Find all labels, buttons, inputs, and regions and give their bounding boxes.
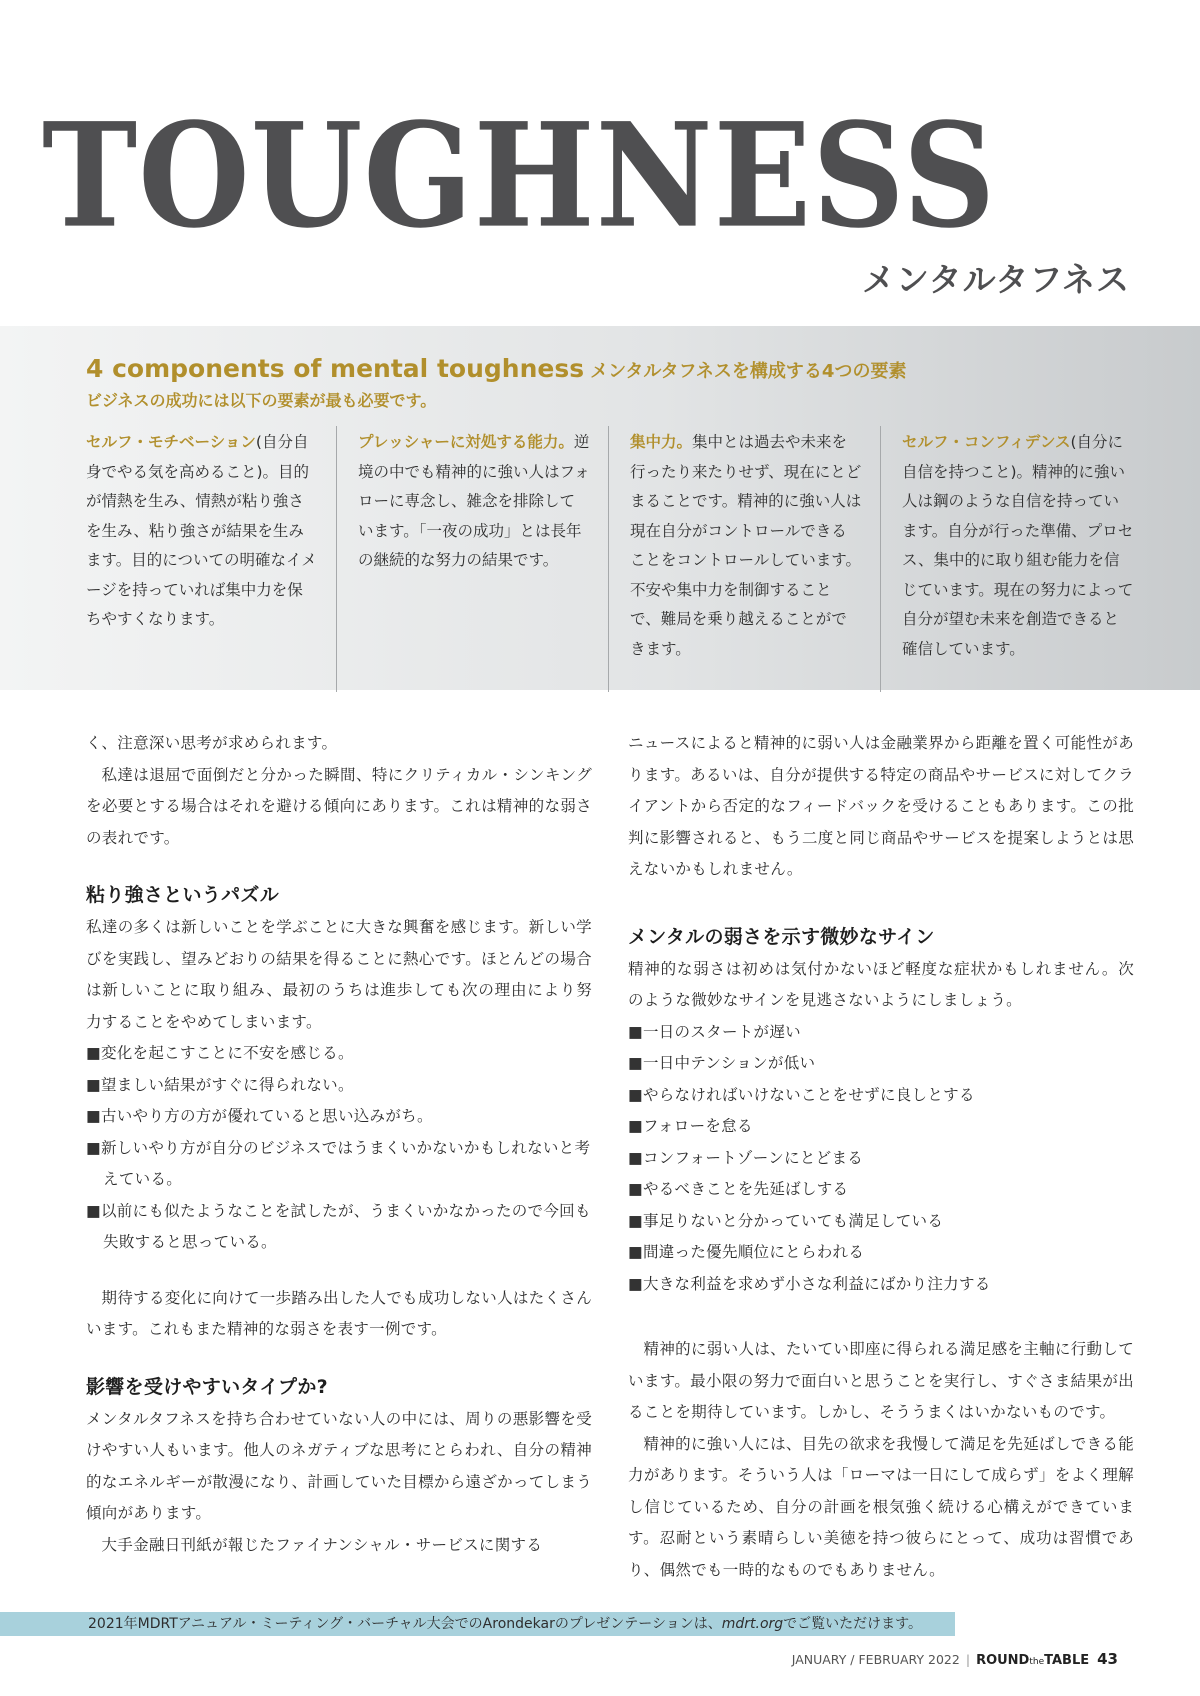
list-item: ■ 大きな利益を求めず小さな利益にばかり注力する <box>628 1269 1134 1301</box>
components-panel <box>0 326 1200 690</box>
list-item: ■ 間違った優先順位にとらわれる <box>628 1237 1134 1269</box>
component-text: 逆境の中でも精神的に強い人はフォローに専念し、雑念を排除しています。「一夜の成功」とは長年の継続的な努力の結果です。 <box>358 433 590 569</box>
footnote-bar <box>0 1612 955 1636</box>
right-column <box>628 728 1134 1586</box>
list-item: ■ 一日のスタートが遅い <box>628 1017 1134 1049</box>
paragraph: 私達は退屈で面倒だと分かった瞬間、特にクリティカル・シンキングを必要とする場合はそれを避ける傾向にあります。これは精神的な弱さの表れです。 <box>86 765 592 847</box>
list-item: ■ 新しいやり方が自分のビジネスではうまくいかないかもしれないと考えている。 <box>86 1133 592 1196</box>
component-keyword: 集中力。 <box>630 433 693 451</box>
list-item: ■ コンフォートゾーンにとどまる <box>628 1143 1134 1175</box>
paragraph: 精神的な弱さは初めは気付かないほど軽度な症状かもしれません。次のような微妙なサインを見逃さないようにしましょう。 <box>628 959 1134 1009</box>
paragraph: く、注意深い思考が求められます。 <box>86 734 338 752</box>
page-footer: JANUARY / FEBRUARY 2022 | ROUNDtheTABLE 43 <box>791 1650 1118 1668</box>
component-text: 集中とは過去や未来を行ったり来たりせず、現在にとどまることです。精神的に強い人は現在自分がコントロールできることをコントロールしています。不安や集中力を制御することで、難局を乗り越えることができます。 <box>630 433 862 658</box>
paragraph: ニュースによると精神的に弱い人は金融業界から距離を置く可能性があります。あるいは、自分が提供する特定の商品やサービスに対してクライアントから否定的なフィードバックを受けることもあります。この批判に影響されると、もう二度と同じ商品やサービスを提案しようとは思えないかもしれません。 <box>628 734 1134 878</box>
component-self-confidence <box>902 428 1134 664</box>
signs-list <box>628 1017 1134 1301</box>
panel-heading-ja: メンタルタフネスを構成する4つの要素 <box>590 361 907 382</box>
paragraph: 私達の多くは新しいことを学ぶことに大きな興奮を感じます。新しい学びを実践し、望みどおりの結果を得ることに熱心です。ほとんどの場合は新しいことに取り組み、最初のうちは進歩しても次の理由により努力することをやめてしまいます。 <box>86 918 592 1031</box>
panel-heading-en: 4 components of mental toughness <box>86 354 585 383</box>
magazine-brand: ROUNDtheTABLE <box>976 1653 1090 1668</box>
issue-date: JANUARY / FEBRUARY 2022 <box>791 1652 960 1667</box>
section-heading: 粘り強さというパズル <box>86 884 280 906</box>
list-item: ■ やるべきことを先延ばしする <box>628 1174 1134 1206</box>
page-number: 43 <box>1097 1650 1118 1668</box>
list-item: ■ 古いやり方の方が優れていると思い込みがち。 <box>86 1101 592 1133</box>
page-title: TOUGHNESS <box>42 92 997 261</box>
list-item: ■ 事足りないと分かっていても満足している <box>628 1206 1134 1238</box>
paragraph: 精神的に強い人には、目先の欲求を我慢して満足を先延ばしできる能力があります。そういう人は「ローマは一日にして成らず」をよく理解し信じているため、自分の計画を根気強く続ける心構えができています。忍耐という素晴らしい美徳を持つ彼らにとって、成功は習慣であり、偶然でも一時的なものでもありません。 <box>628 1434 1134 1579</box>
list-item: ■ 以前にも似たようなことを試したが、うまくいかなかったので今回も失敗すると思っている。 <box>86 1196 592 1259</box>
footnote-text-end: でご覧いただけます。 <box>783 1616 923 1632</box>
list-item: ■ 変化を起こすことに不安を感じる。 <box>86 1038 592 1070</box>
section-heading: メンタルの弱さを示す微妙なサイン <box>628 925 935 948</box>
panel-heading <box>86 354 906 383</box>
list-item: ■ 一日中テンションが低い <box>628 1048 1134 1080</box>
column-divider <box>608 426 609 692</box>
paragraph: 期待する変化に向けて一歩踏み出した人でも成功しない人はたくさんいます。これもまた精神的な弱さを表す一例です。 <box>86 1288 592 1338</box>
paragraph: 大手金融日刊紙が報じたファイナンシャル・サービスに関する <box>101 1535 543 1554</box>
component-focus <box>630 428 862 664</box>
list-item: ■ やらなければいけないことをせずに良しとする <box>628 1080 1134 1112</box>
paragraph: 精神的に弱い人は、たいてい即座に得られる満足感を主軸に行動しています。最小限の努力で面白いと思うことを実行し、すぐさま結果が出ることを期待しています。しかし、そううまくはいかないものです。 <box>628 1340 1134 1421</box>
component-keyword: セルフ・モチベーション <box>86 433 256 451</box>
component-keyword: プレッシャーに対処する能力。 <box>358 433 574 451</box>
left-column <box>86 728 592 1561</box>
paragraph: メンタルタフネスを持ち合わせていない人の中には、周りの悪影響を受けやすい人もいます。他人のネガティブな思考にとらわれ、自分の精神的なエネルギーが散漫になり、計画していた目標から遠ざかってしまう傾向があります。 <box>86 1409 592 1522</box>
column-divider <box>880 426 881 692</box>
column-divider <box>336 426 337 692</box>
panel-subheading: ビジネスの成功には以下の要素が最も必要です。 <box>86 391 437 410</box>
page-subtitle: メンタルタフネス <box>861 260 1130 299</box>
component-keyword: セルフ・コンフィデンス <box>902 433 1071 451</box>
component-self-motivation <box>86 428 318 635</box>
footnote-link[interactable]: mdrt.org <box>721 1616 784 1632</box>
reasons-list <box>86 1038 592 1259</box>
list-item: ■ 望ましい結果がすぐに得られない。 <box>86 1070 592 1102</box>
component-text: (自分自身でやる気を高めること)。目的が情熱を生み、情熱が粘り強さを生み、粘り強さが結果を生みます。目的についての明確なイメージを持っていれば集中力を保ちやすくなります。 <box>86 433 317 628</box>
list-item: ■ フォローを怠る <box>628 1111 1134 1143</box>
footnote-text: 2021年MDRTアニュアル・ミーティング・バーチャル大会でのArondekarのプレゼンテーションは、 <box>88 1616 722 1632</box>
section-heading: 影響を受けやすいタイプか? <box>86 1375 328 1398</box>
component-text: (自分に自信を持つこと)。精神的に強い人は鋼のような自信を持っています。自分が行った準備、プロセス、集中的に取り組む能力を信じています。現在の努力によって自分が望む未来を創造できると確信しています。 <box>902 433 1134 658</box>
component-pressure <box>358 428 590 576</box>
